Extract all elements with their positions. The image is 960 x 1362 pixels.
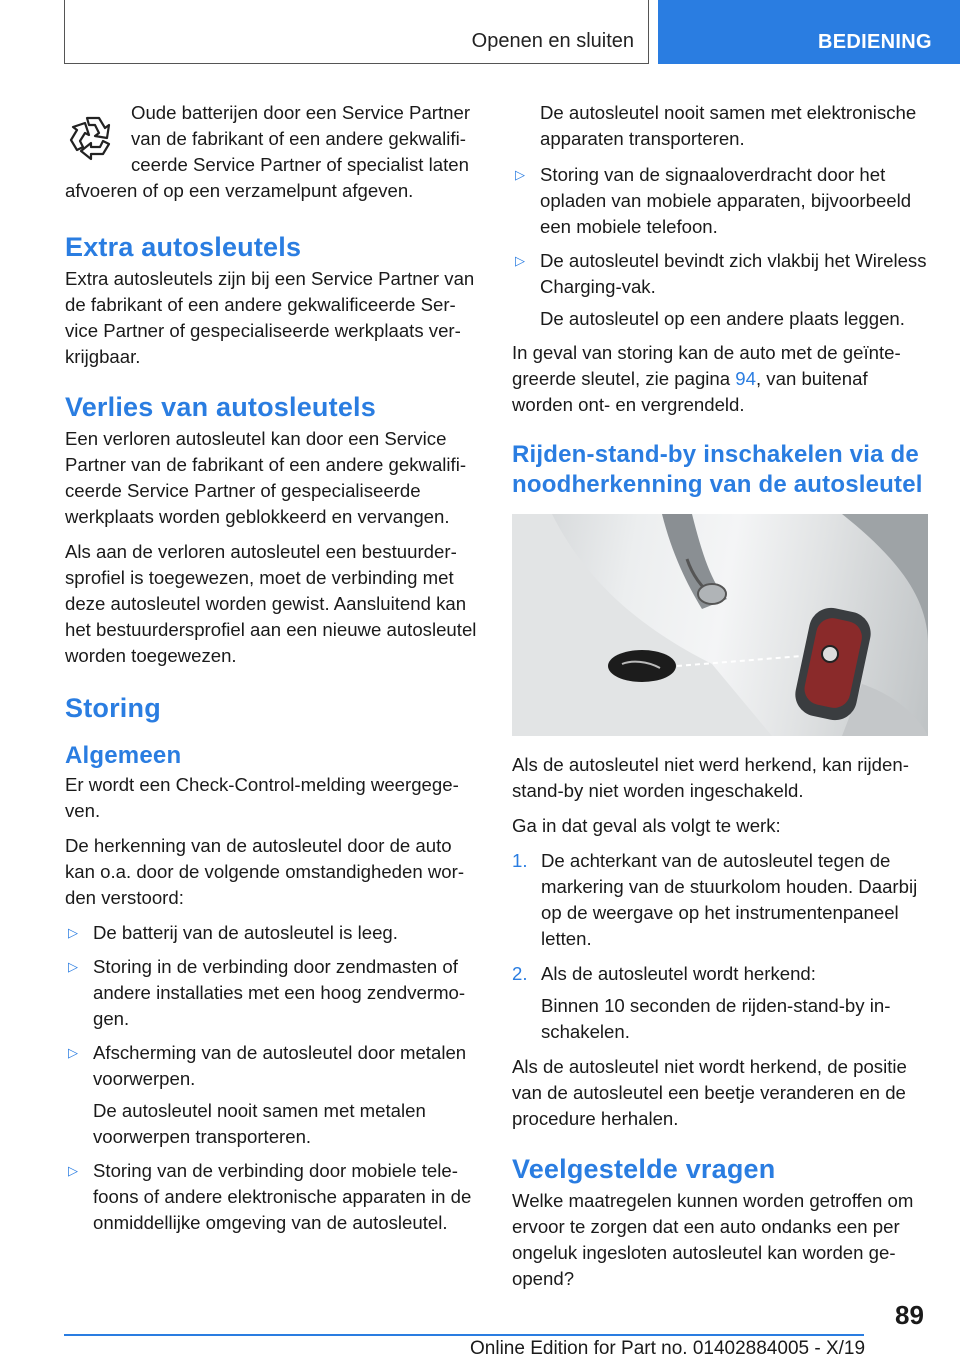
bullet-subtext: De autosleutel op een andere plaats leggen.: [540, 308, 905, 329]
list-item: [65, 954, 480, 1032]
verlies-paragraph-1: Een verloren autosleutel kan door een Service Partner van de fabrikant of een andere gekwalificeerde Service Partner of gespecialiseerde werkplaats worden geblokkeerd en vervangen.: [65, 428, 467, 527]
step-text: De achterkant van de autosleutel tegen de markering van de stuurkolom houden. Daarbij op de weergave op het instrumentenpaneel letten.: [541, 850, 918, 949]
step-text: Als de autosleutel wordt herkend:: [541, 963, 816, 984]
steering-column-photo: [512, 514, 928, 736]
bullet-subtext: De autosleutel nooit samen met metalen voorwerpen transporteren.: [93, 1100, 426, 1147]
rijden-paragraph-3: Als de autosleutel niet wordt herkend, de positie van de autosleutel een beetje veranderen en de procedure herhalen.: [512, 1056, 907, 1129]
triangle-bullet-icon: ▷: [68, 1045, 78, 1060]
bullet-text: Afscherming van de autosleutel door metalen voorwerpen.: [93, 1042, 467, 1089]
list-item: [512, 248, 928, 332]
list-item: [512, 162, 928, 240]
page-number: 89: [895, 1300, 924, 1330]
recycle-note: [65, 100, 480, 204]
triangle-bullet-icon: ▷: [68, 1163, 78, 1178]
list-item: [512, 848, 928, 952]
verlies-paragraph-2: Als aan de verloren autosleutel een bestuurdersprofiel is toegewezen, moet de verbinding met deze autosleutel worden gewist. Aansluitend kan het bestuurdersprofiel aan een nieuwe autosleutel worden toegewezen.: [65, 541, 477, 666]
heading-storing: Storing: [65, 693, 161, 723]
step-subtext: Binnen 10 seconden de rijden-stand-by inschakelen.: [541, 995, 891, 1042]
triangle-bullet-icon: ▷: [515, 167, 525, 182]
algemeen-paragraph-1: Er wordt een Check-Control-melding weergegeven.: [65, 774, 459, 821]
storing-text-before: In geval van storing kan de auto met de geïntegreerde sleutel, zie pagina: [512, 342, 901, 389]
list-item: [65, 1158, 480, 1236]
heading-verlies: Verlies van autosleutels: [65, 392, 376, 422]
triangle-bullet-icon: ▷: [68, 925, 78, 940]
step-number: 1.: [512, 850, 528, 871]
heading-extra-autosleutels: Extra autosleutels: [65, 232, 302, 262]
bullet-text: De autosleutel bevindt zich vlakbij het Wireless Charging-vak.: [540, 250, 927, 297]
rijden-paragraph-1: Als de autosleutel niet werd herkend, kan rijdenstand-by niet worden ingeschakeld.: [512, 754, 909, 801]
bullet-text: De batterij van de autosleutel is leeg.: [93, 922, 398, 943]
page-link-94[interactable]: 94: [735, 368, 756, 389]
triangle-bullet-icon: ▷: [515, 253, 525, 268]
bullet-text: Storing van de signaaloverdracht door het opladen van mobiele apparaten, bijvoorbeeld een mobiele telefoon.: [540, 164, 912, 237]
extra-autosleutels-text: Extra autosleutels zijn bij een Service Partner van de fabrikant of een andere gekwalificeerde Service Partner of gespecialiseerde werkplaats verkrijgbaar.: [65, 268, 475, 367]
header-section-box: [64, 0, 649, 64]
header-section-title: Openen en sluiten: [471, 30, 634, 52]
continued-bullet: [512, 100, 928, 152]
footer-divider: [64, 1334, 864, 1336]
continued-text: De autosleutel nooit samen met elektronische apparaten transporteren.: [540, 102, 917, 149]
list-item: [65, 920, 480, 946]
steering-column-illustration: [512, 514, 928, 736]
step-number: 2.: [512, 963, 528, 984]
recycle-text: Oude batterijen door een Service Partner van de fabrikant of een andere gekwalificeerde Service Partner of specialist laten afvoeren of op een verzamelpunt afgeven.: [65, 102, 471, 201]
header-chapter-tab: [658, 0, 960, 64]
storing-text-after: , van buitenaf worden ont- en vergrendeld.: [512, 368, 868, 415]
recycle-icon: [65, 110, 121, 166]
heading-veelgestelde-vragen: Veelgestelde vragen: [512, 1154, 776, 1184]
heading-rijden-stand-by: Rijden-stand-by inschakelen via de noodherkenning van de autosleutel: [512, 441, 923, 498]
header-chapter-title: BEDIENING: [818, 31, 932, 53]
footer-edition: Online Edition for Part no. 01402884005 - X/19: [470, 1338, 866, 1359]
faq-question: Welke maatregelen kunnen worden getroffen om ervoor te zorgen dat een auto ondanks een per ongeluk ingesloten autosleutel kan worden geopend?: [512, 1190, 914, 1289]
bullet-text: Storing in de verbinding door zendmasten of andere installaties met een hoog zendvermogen.: [93, 956, 466, 1029]
heading-algemeen: Algemeen: [65, 742, 182, 769]
algemeen-paragraph-2: De herkenning van de autosleutel door de auto kan o.a. door de volgende omstandigheden worden verstoord:: [65, 835, 465, 908]
left-column: [65, 100, 480, 1244]
bullet-text: Storing van de verbinding door mobiele telefoons of andere elektronische apparaten in de onmiddellijke omgeving van de autosleutel.: [93, 1160, 472, 1233]
list-item: [512, 961, 928, 1045]
list-item: [65, 1040, 480, 1150]
rijden-paragraph-2: Ga in dat geval als volgt te werk:: [512, 815, 781, 836]
storing-paragraph: [512, 340, 928, 418]
triangle-bullet-icon: ▷: [68, 959, 78, 974]
right-column: [512, 100, 928, 1301]
